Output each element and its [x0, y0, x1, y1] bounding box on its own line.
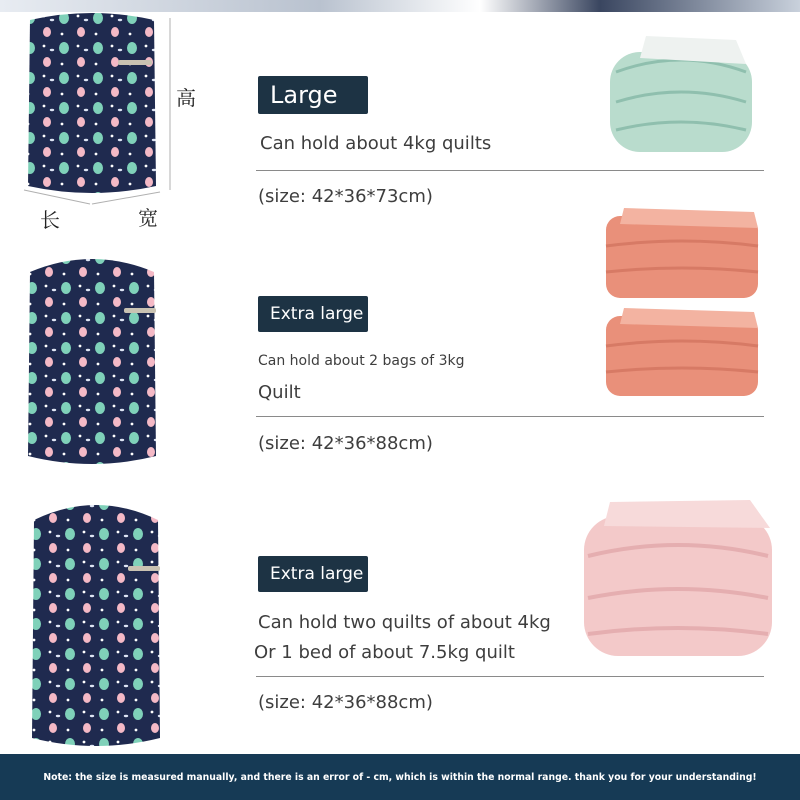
size-badge-large: Large [258, 76, 368, 114]
size-badge-extra-large-2: Extra large [258, 556, 368, 592]
divider [256, 676, 764, 677]
capacity-text-extra-large-1: Can hold about 2 bags of 3kg [258, 353, 465, 369]
capacity-text-large: Can hold about 4kg quilts [260, 133, 492, 154]
width-label: 宽 [138, 206, 158, 230]
size-badge-extra-large: Extra large [258, 296, 368, 332]
footer-note: Note: the size is measured manually, and there is an error of - cm, which is within the normal range. thank you for your understanding! [0, 754, 800, 800]
orange-quilt-image [604, 206, 760, 302]
pink-quilt-image [580, 498, 776, 660]
size-text-large: (size: 42*36*73cm) [258, 186, 433, 207]
height-label: 高 [176, 86, 196, 110]
storage-bag-extra-large-image [24, 250, 160, 470]
capacity-text-extra-large-4: Or 1 bed of about 7.5kg quilt [254, 642, 515, 663]
green-quilt-image [606, 36, 756, 154]
capacity-text-extra-large-2: Quilt [258, 382, 301, 403]
size-text-extra-large: (size: 42*36*88cm) [258, 433, 433, 454]
size-text-extra-large-2: (size: 42*36*88cm) [258, 692, 433, 713]
capacity-text-extra-large-3: Can hold two quilts of about 4kg [258, 612, 551, 633]
dimension-lines [0, 0, 200, 230]
divider [256, 416, 764, 417]
storage-bag-extra-large-2-image [28, 496, 164, 752]
divider [256, 170, 764, 171]
orange-quilt-image-2 [604, 306, 760, 400]
length-label: 长 [40, 208, 60, 232]
